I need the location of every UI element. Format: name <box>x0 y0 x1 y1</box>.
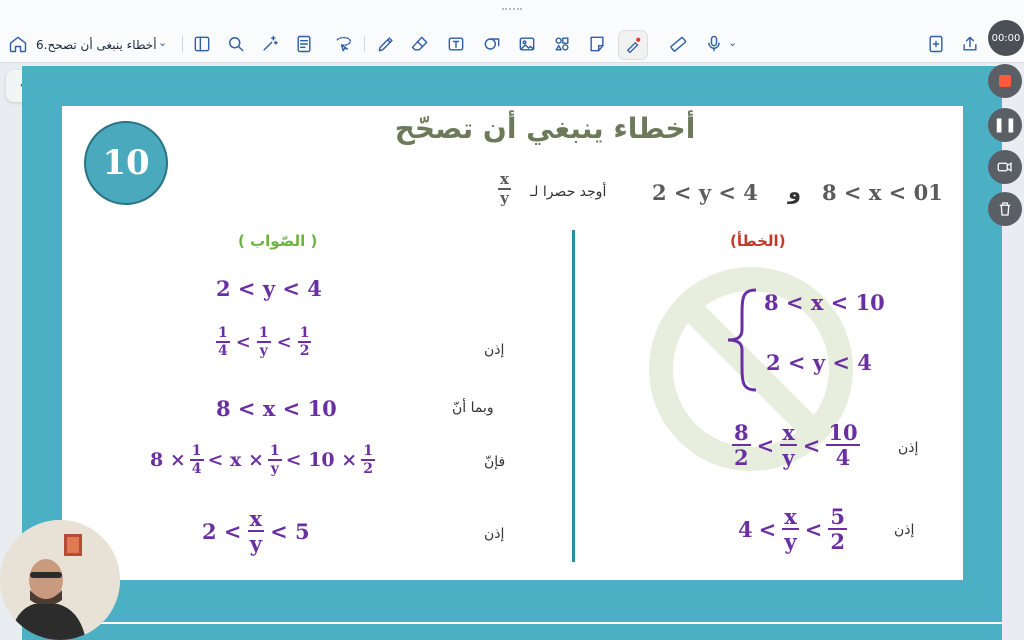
presenter-avatar <box>0 520 120 640</box>
lt: < <box>802 432 821 458</box>
document-icon[interactable] <box>292 32 316 56</box>
and-word: و <box>788 180 802 204</box>
wrong-step1 <box>732 422 860 468</box>
delete-recording-button[interactable] <box>988 192 1022 226</box>
document-title-text: أخطاء ينبغى أن تصحح.6 <box>36 38 157 52</box>
wrong-step2 <box>738 506 847 552</box>
add-page-icon[interactable] <box>924 32 948 56</box>
stop-recording-button[interactable] <box>988 64 1022 98</box>
num: 8 <box>734 420 749 445</box>
lt: < <box>804 516 823 542</box>
laser-pointer-icon <box>624 36 642 54</box>
num: x <box>784 504 797 529</box>
value: 4 <box>738 516 753 542</box>
stop-icon <box>999 75 1011 87</box>
right-product <box>150 444 375 476</box>
drag-grip[interactable] <box>502 8 522 13</box>
den: 4 <box>191 461 202 477</box>
right-then1: إذن <box>484 342 505 358</box>
ruler-icon[interactable] <box>666 32 690 56</box>
den: y <box>259 343 268 359</box>
pause-button[interactable] <box>988 108 1022 142</box>
right-reciprocal <box>216 326 311 358</box>
problem-number: 10 <box>102 143 150 183</box>
frac-num: x <box>500 170 509 188</box>
lt: < <box>276 331 292 353</box>
trash-icon <box>996 200 1014 218</box>
timer-text: 00:00 <box>991 32 1021 44</box>
chevron-down-icon[interactable]: ⌄ <box>728 36 738 49</box>
den: 2 <box>830 529 845 554</box>
shapes-icon[interactable] <box>480 32 504 56</box>
right-therefore: فإنّ <box>484 454 506 470</box>
column-divider <box>572 230 575 562</box>
wrong-line1: 8 < x < 10 <box>764 290 885 315</box>
left-part: 2 < <box>202 518 242 544</box>
eraser-icon[interactable] <box>408 32 432 56</box>
frac-den: y <box>500 189 509 207</box>
sticky-note-icon[interactable] <box>585 32 609 56</box>
factor: 8 × <box>150 449 186 471</box>
pause-icon: ❚❚ <box>993 117 1017 133</box>
wrong-label: (الخطأ) <box>730 232 786 250</box>
next-page-preview <box>22 624 1002 640</box>
problem-text: أوجد حصرا لـ <box>530 184 607 200</box>
den: y <box>270 461 279 477</box>
divider <box>182 36 183 52</box>
den: 4 <box>218 343 228 359</box>
right-then2: إذن <box>484 526 505 542</box>
den: 2 <box>363 461 373 477</box>
right-label: ( الصّواب ) <box>238 232 318 250</box>
den: y <box>784 529 797 554</box>
wrong-then2: إذن <box>894 522 915 538</box>
divider <box>364 36 365 52</box>
camera-icon <box>996 158 1014 176</box>
document-title[interactable] <box>36 36 157 54</box>
x-range-text: 10 > x > 8 <box>822 180 943 205</box>
top-toolbar <box>0 0 1024 63</box>
problem-number-badge <box>84 121 168 205</box>
num: 1 <box>258 325 269 341</box>
num: 1 <box>363 443 373 459</box>
num: 1 <box>269 443 280 459</box>
lt: < <box>758 516 777 542</box>
num: 1 <box>299 325 310 341</box>
right-line3: 8 < x < 10 <box>216 396 337 421</box>
laser-pointer-button[interactable] <box>618 30 648 60</box>
den: 2 <box>734 445 749 470</box>
magic-icon[interactable] <box>258 32 282 56</box>
right-since: وبما أنّ <box>452 400 494 416</box>
right-part: < 5 <box>270 518 310 544</box>
home-icon[interactable] <box>6 32 30 56</box>
wrong-then1: إذن <box>898 440 919 456</box>
camera-toggle-button[interactable] <box>988 150 1022 184</box>
wrong-line2: 2 < y < 4 <box>766 350 872 375</box>
num: x <box>782 420 795 445</box>
slide-title: أخطاء ينبغي أن تصحّح <box>394 112 696 145</box>
lt: < <box>235 331 251 353</box>
den: y <box>782 445 795 470</box>
den: 2 <box>299 343 310 359</box>
sidebar-icon[interactable] <box>190 32 214 56</box>
x-range <box>822 180 943 205</box>
search-icon[interactable] <box>224 32 248 56</box>
right-line1: 2 < y < 4 <box>216 276 322 301</box>
factor: < x × <box>207 449 264 471</box>
y-range-text: 4 > y > 2 <box>652 180 758 205</box>
den: y <box>249 531 262 556</box>
webcam-bubble[interactable] <box>0 520 120 640</box>
chevron-down-icon[interactable]: ⌄ <box>158 36 168 49</box>
num: x <box>249 506 263 531</box>
share-icon[interactable] <box>958 32 982 56</box>
brace-icon <box>726 288 760 392</box>
image-icon[interactable] <box>515 32 539 56</box>
num: 10 <box>828 420 858 445</box>
elements-icon[interactable] <box>550 32 574 56</box>
num: 1 <box>218 325 228 341</box>
num: 5 <box>830 504 845 529</box>
lt: < <box>756 432 775 458</box>
right-final <box>202 508 310 554</box>
den: 4 <box>835 445 851 470</box>
pen-icon[interactable] <box>374 32 398 56</box>
lasso-icon[interactable] <box>332 32 356 56</box>
factor: < 10 × <box>285 449 358 471</box>
y-range <box>652 180 758 205</box>
recording-timer <box>988 20 1024 56</box>
textbox-icon[interactable] <box>444 32 468 56</box>
microphone-icon[interactable] <box>702 32 726 56</box>
num: 1 <box>191 443 202 459</box>
target-fraction <box>498 172 511 206</box>
